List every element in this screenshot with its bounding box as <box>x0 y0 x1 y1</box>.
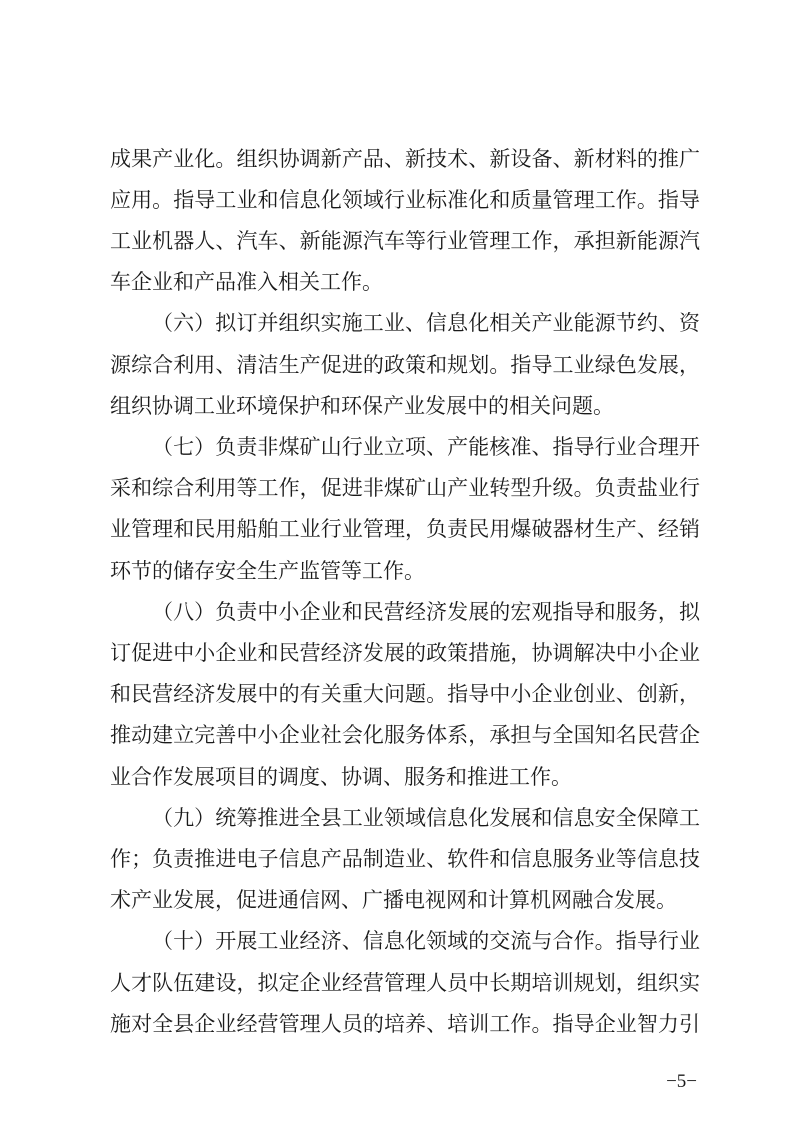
text-line: 成果产业化。组织协调新产品、新技术、新设备、新材料的推广 <box>110 147 700 171</box>
text-line: 源综合利用、清洁生产促进的政策和规划。指导工业绿色发展， <box>110 353 700 377</box>
text-line: 施对全县企业经营管理人员的培养、培训工作。指导企业智力引 <box>110 1012 700 1036</box>
page-number: −5− <box>666 1071 697 1092</box>
text-line: 应用。指导工业和信息化领域行业标准化和质量管理工作。指导 <box>110 188 700 212</box>
text-line: 订促进中小企业和民营经济发展的政策措施，协调解决中小企业 <box>110 641 700 665</box>
paragraph-nine-start: （九）统筹推进全县工业领域信息化发展和信息安全保障工 <box>152 806 700 830</box>
text-line: 业合作发展项目的调度、协调、服务和推进工作。 <box>110 765 572 789</box>
text-line: 环节的储存安全生产监管等工作。 <box>110 559 425 583</box>
text-line: 推动建立完善中小企业社会化服务体系，承担与全国知名民营企 <box>110 723 700 747</box>
text-line: 车企业和产品准入相关工作。 <box>110 270 383 294</box>
paragraph-eight-start: （八）负责中小企业和民营经济发展的宏观指导和服务，拟 <box>152 600 700 624</box>
text-line: 作；负责推进电子信息产品制造业、软件和信息服务业等信息技 <box>110 847 700 871</box>
text-line: 业管理和民用船舶工业行业管理，负责民用爆破器材生产、经销 <box>110 517 700 541</box>
text-line: 工业机器人、汽车、新能源汽车等行业管理工作，承担新能源汽 <box>110 229 700 253</box>
paragraph-ten-start: （十）开展工业经济、信息化领域的交流与合作。指导行业 <box>152 929 700 953</box>
text-line: 和民营经济发展中的有关重大问题。指导中小企业创业、创新， <box>110 682 700 706</box>
text-line: 组织协调工业环境保护和环保产业发展中的相关问题。 <box>110 394 614 418</box>
paragraph-seven-start: （七）负责非煤矿山行业立项、产能核准、指导行业合理开 <box>152 435 700 459</box>
text-line: 采和综合利用等工作，促进非煤矿山产业转型升级。负责盐业行 <box>110 476 700 500</box>
text-line: 人才队伍建设，拟定企业经营管理人员中长期培训规划，组织实 <box>110 971 700 995</box>
text-line: 术产业发展，促进通信网、广播电视网和计算机网融合发展。 <box>110 888 677 912</box>
paragraph-six-start: （六）拟订并组织实施工业、信息化相关产业能源节约、资 <box>152 311 700 335</box>
